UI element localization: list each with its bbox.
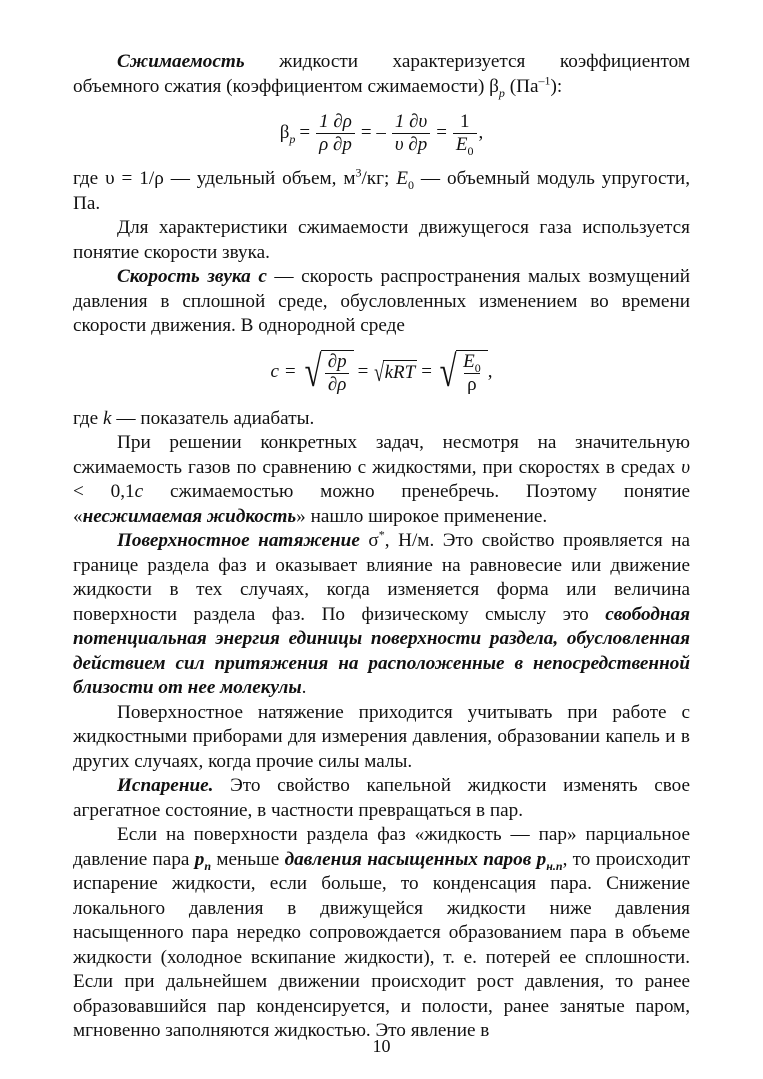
fraction: $\frac{1}{E_0}$ xyxy=(453,111,477,156)
term-incompressible-fluid: несжимаемая жидкость xyxy=(82,505,297,527)
paragraph-saturated-vapor: Если на поверхности раздела фаз «жидкость — пар» парциальное давление пара $p_п$ меньше давления насыщенных паров $p_{н.п}$, то происходит испарение жидкости, если больше, то конденсация пара. Снижение локального давления в движущейся жидкости ниже давления насыщенного пара нередко сопровождается образованием пара в объеме жидкости (холодное вскипание жидкости), т. е. потерей ее сплошности. Если при дальнейшем движении происходит рост давления, то ранее образовавшийся пар конденсируется, и полости, ранее занятые паром, мгновенно заполняются жидкостью. Это явление в xyxy=(73,824,691,1041)
page-body xyxy=(73,50,690,1044)
paragraph-speed-of-sound: Скорость звука c — скорость распространения малых возмущений давления в сплошной среде, обусловленных изменением во времени скорости движения. В однородной среде xyxy=(73,266,690,336)
sqrt: √ $\frac{\partial p}{\partial\rho}$ xyxy=(301,350,354,396)
fraction: $\frac{1 \partial\rho}{\rho \partial p}$ xyxy=(316,111,355,156)
term-evaporation: Испарение. xyxy=(117,775,214,796)
superscript: –1 xyxy=(538,73,551,88)
text: (Па xyxy=(504,75,539,97)
term-compressibility: Сжимаемость xyxy=(117,51,245,72)
page-number: 10 xyxy=(372,1036,391,1056)
formula-speed-of-sound xyxy=(73,339,690,407)
paragraph-adiabatic: где k — показатель адиабаты. xyxy=(73,407,315,429)
sqrt: √ kRT xyxy=(374,357,416,387)
fraction: $\frac{1 \partial\upsilon}{\upsilon \partial p}$ xyxy=(392,111,430,156)
comma: , xyxy=(487,361,493,383)
text: жидкости характеризуется коэффициентом объемного сжатия (коэффициентом сжимаемости) β xyxy=(73,51,690,97)
term-surface-tension: Поверхностное натяжение xyxy=(117,530,360,551)
sqrt: √ $\frac{E_0}{\rho}$ xyxy=(436,350,488,396)
paragraph-gas-compressibility: Для характеристики сжимаемости движущегося газа используется понятие скорости звука. xyxy=(73,217,690,263)
comma: , xyxy=(478,121,484,143)
formula-lhs: c = xyxy=(270,361,297,383)
term-saturated-vapor-pressure: давления насыщенных паров xyxy=(284,848,532,870)
equals: = xyxy=(436,121,447,143)
term-speed-of-sound: Скорость звука c xyxy=(117,266,267,287)
text: ): xyxy=(550,75,563,97)
paragraph-surface-tension: Поверхностное натяжение σ*, Н/м. Это свойство проявляется на границе раздела фаз и оказывает влияние на равновесие или движение жидкости в тех случаях, когда изменяется форма или величина поверхности раздела фаз. По физическому смыслу это свободная потенциальная энергия единицы поверхности раздела, обусловленная действием сил притяжения на расположенные в непосредственной близости от нее молекулы. xyxy=(73,527,690,698)
equals: = xyxy=(299,121,311,143)
paragraph-specific-volume: где υ = 1/ρ — удельный объем, $м^3/кг$; $E_0$ — объемный модуль упругости, Па. xyxy=(73,165,690,214)
equals: = xyxy=(357,361,369,383)
subscript: p xyxy=(498,85,505,100)
term-free-energy: свободная потенциальная энергия единицы поверхности раздела, обусловленная действием сил притяжения на расположенные в непосредственной близости от нее молекулы xyxy=(73,603,690,698)
paragraph-compressibility xyxy=(73,50,690,99)
formula-compressibility xyxy=(73,99,690,167)
formula-lhs: $\beta_p$ xyxy=(279,121,296,146)
equals-minus: = – xyxy=(360,121,386,143)
paragraph-evaporation: Испарение. Это свойство капельной жидкости изменять свое агрегатное состояние, в частности превращаться в пар. xyxy=(73,775,690,821)
paragraph-incompressible: При решении конкретных задач, несмотря на значительную сжимаемость газов по сравнению с жидкостями, при скоростях в средах υ < 0,1c сжимаемостью можно пренебречь. Поэтому понятие «несжимаемая жидкость» нашло широкое применение. xyxy=(73,432,690,527)
paragraph-surface-tension-usage: Поверхностное натяжение приходится учитывать при работе с жидкостными приборами для измерения давления, образовании капель и в других случаях, когда прочие силы малы. xyxy=(73,701,690,772)
equals: = xyxy=(421,361,432,383)
